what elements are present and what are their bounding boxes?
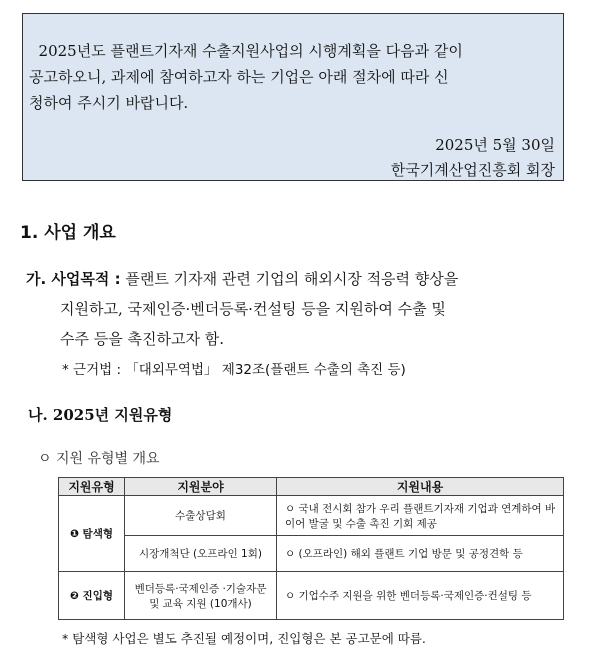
table-row bbox=[59, 536, 564, 572]
notice-box bbox=[22, 13, 564, 181]
row-field: 시장개척단 (오프라인 1회) bbox=[125, 536, 277, 572]
purpose-line-2: 지원하고, 국제인증·벤더등록·컨설팅 등을 지원하여 수출 및 bbox=[60, 300, 446, 318]
support-types-footnote: * 탐색형 사업은 별도 추진될 예정이며, 진입형은 본 공고문에 따름. bbox=[62, 631, 426, 646]
legal-basis-note: * 근거법 : 「대외무역법」 제32조(플랜트 수출의 촉진 등) bbox=[62, 362, 406, 378]
notice-line-3: 청하여 주시기 바랍니다. bbox=[29, 94, 189, 112]
support-types-table bbox=[58, 477, 564, 620]
row-content: ㅇ 기업수주 지원을 위한 벤더등록·국제인증·컨설팅 등 bbox=[277, 572, 564, 620]
row-type: ❷ 진입형 bbox=[59, 572, 125, 620]
notice-issuer: 한국기계산업진흥회 회장 bbox=[390, 161, 555, 179]
section-title: 1. 사업 개요 bbox=[20, 223, 116, 243]
header-field: 지원분야 bbox=[125, 478, 277, 496]
purpose-line-3: 수주 등을 촉진하고자 함. bbox=[60, 330, 224, 348]
table-row bbox=[59, 572, 564, 620]
purpose-heading bbox=[26, 264, 566, 294]
table-row bbox=[59, 496, 564, 536]
notice-line-1: 2025년도 플랜트기자재 수출지원사업의 시행계획을 다음과 같이 bbox=[29, 42, 463, 60]
row-field: 수출상담회 bbox=[125, 496, 277, 536]
row-content: ㅇ (오프라인) 해외 플랜트 기업 방문 및 공정견학 등 bbox=[277, 536, 564, 572]
row-type: ❶ 탐색형 bbox=[59, 496, 125, 572]
row-content: ㅇ 국내 전시회 참가 우리 플랜트기자재 기업과 연계하여 바이어 발굴 및 수출 촉진 기회 제공 bbox=[277, 496, 564, 536]
support-types-title: 나. 2025년 지원유형 bbox=[28, 406, 173, 424]
support-types-overview: ㅇ 지원 유형별 개요 bbox=[38, 451, 160, 467]
notice-date: 2025년 5월 30일 bbox=[435, 136, 555, 154]
row-field: 벤더등록·국제인증 ·기술자문 및 교육 지원 (10개사) bbox=[125, 572, 277, 620]
table-header-row bbox=[59, 478, 564, 496]
header-content: 지원내용 bbox=[277, 478, 564, 496]
purpose-line-1: 플랜트 기자재 관련 기업의 해외시장 적응력 향상을 bbox=[125, 270, 459, 288]
notice-line-2: 공고하오니, 과제에 참여하고자 하는 기업은 아래 절차에 따라 신 bbox=[29, 68, 449, 86]
purpose-label: 가. 사업목적 : bbox=[26, 270, 121, 288]
notice-body bbox=[29, 38, 559, 116]
header-type: 지원유형 bbox=[59, 478, 125, 496]
